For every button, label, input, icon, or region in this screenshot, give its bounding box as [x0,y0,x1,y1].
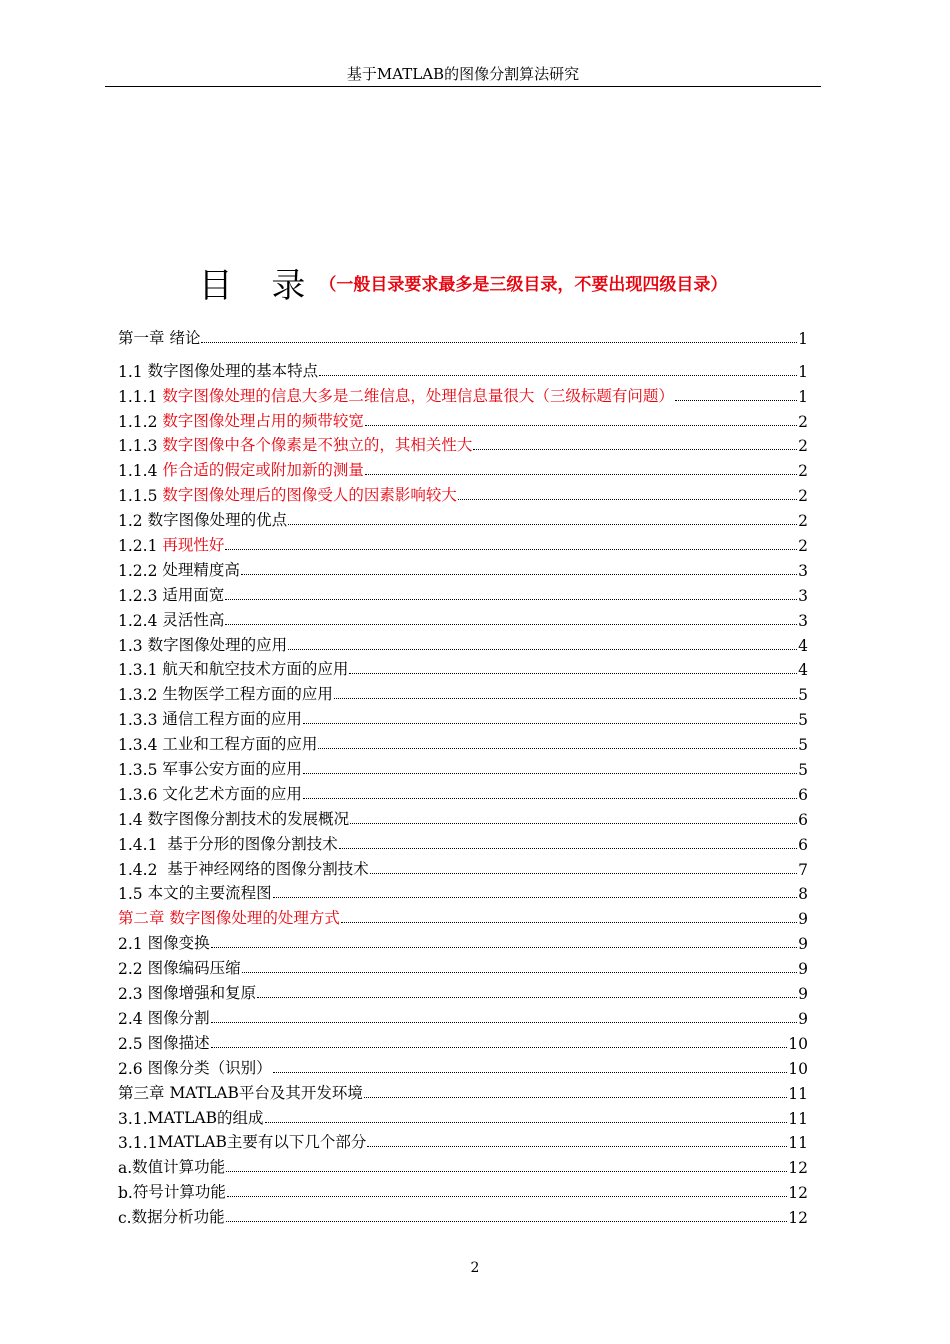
toc-entry-title: 图像变换 [147,934,210,953]
table-of-contents [118,323,808,1227]
dot-leader [273,897,798,898]
toc-entry-title: 处理精度高 [162,560,240,579]
toc-entry-page: 10 [788,1034,808,1053]
toc-entry-page: 2 [798,437,808,456]
toc-entry-number: 2.1 [118,935,148,954]
toc-entry-number: 1.3.3 [118,711,163,730]
toc-entry-title: 本文的主要流程图 [147,884,272,903]
toc-entry-title: 通信工程方面的应用 [162,710,302,729]
toc-entry-title: 基于分形的图像分割技术 [167,834,338,853]
toc-entry-title: 数字图像处理占用的频带较宽 [162,411,364,430]
dot-leader [473,449,797,450]
toc-entry-title: 第二章 数字图像处理的处理方式 [118,909,340,928]
toc-entry[interactable] [118,1177,808,1202]
toc-entry-number: 第一章 [118,328,170,347]
toc-entry-number: 1.4.2 [118,860,168,879]
toc-entry[interactable] [118,406,808,431]
toc-entry[interactable] [118,431,808,456]
toc-entry[interactable] [118,903,808,928]
toc-entry-number: 1.2 [118,512,148,531]
toc-entry-page: 2 [798,537,808,556]
dot-leader [365,425,797,426]
dot-leader [339,848,797,849]
toc-entry-title: 数字图像处理的应用 [147,635,288,654]
toc-entry-page: 5 [798,736,808,755]
toc-entry-page: 2 [798,412,808,431]
toc-entry-page: 8 [798,885,808,904]
toc-entry-number: 2.3 [118,985,148,1004]
toc-entry[interactable] [118,829,808,854]
toc-entry-title: 作合适的假定或附加新的测量 [162,461,364,480]
toc-entry-number: 1.1.4 [118,462,163,481]
toc-entry-title: 文化艺术方面的应用 [162,784,302,803]
toc-entry[interactable] [118,679,808,704]
dot-leader [303,773,797,774]
toc-entry-title: 数值计算功能 [132,1158,226,1177]
toc-entry[interactable] [118,854,808,879]
toc-entry-number: 2.2 [118,960,148,979]
dot-leader [225,624,797,625]
toc-entry-number: 1.5 [118,885,148,904]
dot-leader [211,1022,798,1023]
toc-entry-number: 1.2.4 [118,611,163,630]
dot-leader [241,574,797,575]
toc-entry-page: 5 [798,686,808,705]
toc-entry[interactable] [118,729,808,754]
toc-entry-page: 7 [798,860,808,879]
toc-entry[interactable] [118,655,808,680]
toc-entry-page: 6 [798,835,808,854]
toc-entry-page: 12 [788,1159,808,1178]
toc-entry-title: 工业和工程方面的应用 [162,735,318,754]
toc-entry-number: 1.3.6 [118,785,163,804]
toc-entry-number: 2.6 [118,1059,148,1078]
toc-entry-number: 1.2.3 [118,586,163,605]
toc-entry[interactable] [118,630,808,655]
toc-entry[interactable] [118,754,808,779]
toc-entry-title: 数字图像分割技术的发展概况 [147,809,350,828]
toc-entry-number: 1.3.1 [118,661,163,680]
toc-entry-title: 图像编码压缩 [147,959,241,978]
dot-leader [257,997,797,998]
toc-entry-title: 再现性好 [162,536,225,555]
dot-leader [303,723,797,724]
toc-entry-number: 第三章 [118,1083,170,1102]
toc-entry-page: 3 [798,561,808,580]
toc-entry-title: 数字图像处理后的图像受人的因素影响较大 [162,486,457,505]
toc-entry-page: 9 [798,935,808,954]
toc-entry-page: 1 [798,362,808,381]
toc-note: （一般目录要求最多是三级目录，不要出现四级目录） [319,275,728,295]
toc-entry[interactable] [118,879,808,904]
toc-entry-page: 9 [798,960,808,979]
toc-entry-number: 1.2.2 [118,561,163,580]
toc-entry-page: 12 [788,1209,808,1228]
dot-leader [211,947,798,948]
toc-entry-page: 9 [798,1009,808,1028]
toc-entry-number: 1.4.1 [118,835,168,854]
toc-entry-page: 9 [798,910,808,929]
dot-leader [364,1097,787,1098]
dot-leader [225,549,797,550]
toc-entry-title: 生物医学工程方面的应用 [162,685,333,704]
toc-entry-title: 符号计算功能 [132,1183,226,1202]
toc-entry[interactable] [118,505,808,530]
toc-entry[interactable] [118,455,808,480]
dot-leader [303,798,797,799]
toc-entry-page: 4 [798,661,808,680]
toc-entry-number: 2.4 [118,1009,148,1028]
toc-entry[interactable] [118,978,808,1003]
toc-entry-page: 6 [798,785,808,804]
toc-entry-number: 1.1.1 [118,387,163,406]
toc-entry-page: 3 [798,611,808,630]
dot-leader [226,1221,788,1222]
toc-entry-number: 1.3 [118,636,148,655]
toc-entry[interactable] [118,530,808,555]
toc-entry-title: MATLAB平台及其开发环境 [169,1083,363,1102]
toc-entry-page: 10 [788,1059,808,1078]
toc-entry-page: 11 [788,1134,808,1153]
toc-entry-page: 2 [798,512,808,531]
toc-entry-number: a. [118,1159,133,1178]
toc-entry-title: 数字图像处理的基本特点 [147,361,319,380]
toc-entry-page: 1 [798,329,808,348]
header-rule [105,86,821,87]
toc-entry-page: 5 [798,711,808,730]
toc-entry-title: 数据分析功能 [131,1208,225,1227]
dot-leader [349,673,797,674]
toc-entry[interactable] [118,480,808,505]
dot-leader [265,1122,788,1123]
toc-entry-number: 1.3.4 [118,736,163,755]
toc-entry-number: 1.1 [118,362,148,381]
toc-entry-title: 数字图像处理的信息大多是二维信息，处理信息量很大（三级标题有问题） [162,386,674,405]
dot-leader [458,499,797,500]
dot-leader [242,972,798,973]
toc-entry[interactable] [118,704,808,729]
toc-entry-title: 数字图像中各个像素是不独立的，其相关性大 [162,436,473,455]
dot-leader [334,698,797,699]
toc-entry[interactable] [118,1103,808,1128]
toc-entry-number: b. [118,1184,133,1203]
dot-leader [225,599,797,600]
dot-leader [365,474,797,475]
toc-entry-page: 3 [798,586,808,605]
toc-heading [118,258,808,307]
toc-entry[interactable] [118,953,808,978]
toc-entry-number: 1.1.2 [118,412,163,431]
toc-entry[interactable] [118,1078,808,1103]
toc-entry-title: 图像分类（识别） [147,1058,272,1077]
toc-entry-title: 基于神经网络的图像分割技术 [167,859,369,878]
toc-entry-number: 1.2.1 [118,537,163,556]
toc-entry-page: 5 [798,761,808,780]
toc-title: 目 录 [198,266,320,306]
toc-entry-page: 6 [798,810,808,829]
toc-entry-title: MATLAB主要有以下几个部分 [157,1133,367,1152]
toc-entry-page: 11 [788,1109,808,1128]
dot-leader [318,748,797,749]
toc-entry[interactable] [118,381,808,406]
toc-entry-title: MATLAB的组成 [147,1108,264,1127]
toc-entry-title: 灵活性高 [162,610,225,629]
toc-entry-number: 3.1. [118,1109,148,1128]
toc-entry-page: 12 [788,1184,808,1203]
dot-leader [273,1072,788,1073]
toc-entry-number: 1.4 [118,810,148,829]
toc-entry[interactable] [118,605,808,630]
toc-entry[interactable] [118,804,808,829]
toc-entry[interactable] [118,779,808,804]
toc-entry-title: 数字图像处理的优点 [147,511,288,530]
toc-entry[interactable] [118,555,808,580]
toc-entry-page: 4 [798,636,808,655]
dot-leader [211,1047,788,1048]
toc-entry-title: 航天和航空技术方面的应用 [162,660,349,679]
toc-entry[interactable] [118,323,808,348]
dot-leader [367,1146,787,1147]
toc-entry-number: 1.1.3 [118,437,163,456]
toc-entry-page: 2 [798,487,808,506]
toc-entry-title: 图像分割 [147,1008,210,1027]
page-number: 2 [470,1260,480,1276]
running-header: 基于MATLAB的图像分割算法研究 [346,65,580,83]
toc-entry[interactable] [118,1128,808,1153]
toc-entry-number: c. [118,1209,132,1228]
toc-entry-page: 9 [798,985,808,1004]
toc-entry-title: 图像增强和复原 [147,984,257,1003]
toc-entry-page: 11 [788,1084,808,1103]
toc-entry-title: 绪论 [169,328,201,347]
toc-entry-title: 适用面宽 [162,585,225,604]
toc-entry-title: 军事公安方面的应用 [162,760,302,779]
toc-entry-number: 2.5 [118,1034,148,1053]
toc-entry[interactable] [118,1028,808,1053]
toc-entry-number: 1.3.2 [118,686,163,705]
toc-entry-number: 1.1.5 [118,487,163,506]
dot-leader [319,375,797,376]
toc-entry[interactable] [118,1053,808,1078]
toc-entry-page: 1 [798,387,808,406]
toc-entry-number: 3.1.1 [118,1134,158,1153]
toc-entry[interactable] [118,1202,808,1227]
dot-leader [226,1171,787,1172]
toc-entry-page: 2 [798,462,808,481]
toc-entry-number: 1.3.5 [118,761,163,780]
dot-leader [227,1196,787,1197]
dot-leader [201,342,797,343]
toc-entry[interactable] [118,356,808,381]
toc-entry[interactable] [118,580,808,605]
toc-entry-title: 图像描述 [147,1033,210,1052]
dot-leader [288,524,797,525]
dot-leader [341,922,797,923]
toc-entry[interactable] [118,928,808,953]
dot-leader [370,873,797,874]
dot-leader [288,649,797,650]
dot-leader [350,823,797,824]
toc-entry[interactable] [118,1152,808,1177]
toc-entry[interactable] [118,1003,808,1028]
dot-leader [675,400,797,401]
